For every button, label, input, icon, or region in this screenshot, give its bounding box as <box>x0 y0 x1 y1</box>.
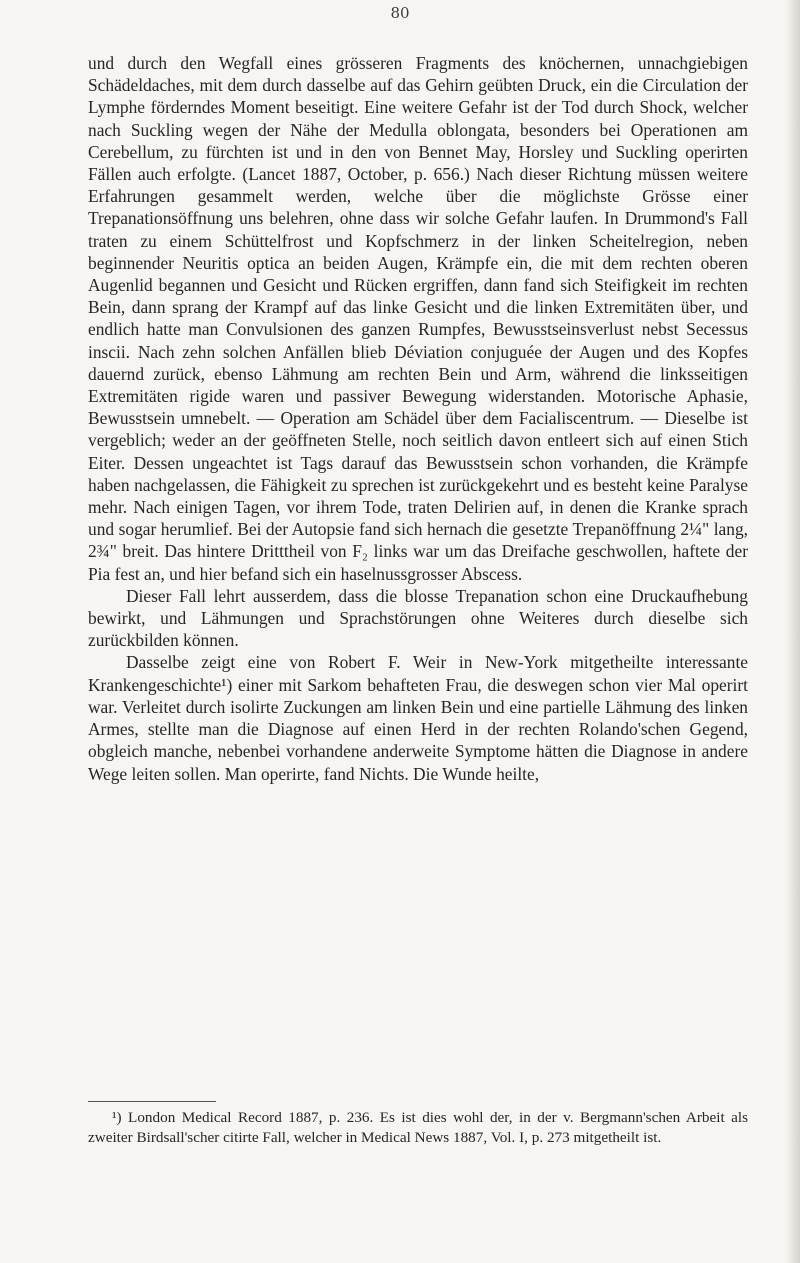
body-text <box>88 52 748 785</box>
footnote-divider <box>88 1101 216 1102</box>
page-number: 80 <box>390 4 410 22</box>
footnote-1: ¹) London Medical Record 1887, p. 236. Es ist dies wohl der, in der v. Bergmann'schen Arbeit als zweiter Birdsall'scher citirte Fall, welcher in Medical News 1887, Vol. I, p. 273 mitgetheilt ist. <box>88 1109 748 1146</box>
paragraph-drummond-case: und durch den Wegfall eines grösseren Fragments des knöchernen, unnachgiebigen Schädeldaches, mit dem durch dasselbe auf das Gehirn geübten Druck, ein die Circulation der Lymphe förderndes Moment beseitigt. Eine weitere Gefahr ist der Tod durch Shock, welcher nach Suckling wegen der Nähe der Medulla oblongata, besonders bei Operationen am Cerebellum, zu fürchten ist und in den von Bennet May, Horsley und Suckling operirten Fällen auch erfolgte. (Lancet 1887, October, p. 656.) Nach dieser Richtung müssen weitere Erfahrungen gesammelt werden, welche über die möglichste Grösse einer Trepanationsöffnung uns belehren, ohne dass wir solche Gefahr laufen. In Drummond's Fall traten zu einem Schüttelfrost und Kopfschmerz in der linken Scheitelregion, neben beginnender Neuritis optica an beiden Augen, Krämpfe ein, die mit dem rechten oberen Augenlid begannen und Gesicht und Rücken ergriffen, dann fand sich Steifigkeit im rechten Bein, dann sprang der Krampf auf das linke Gesicht und die linken Extremitäten über, und endlich hatte man Convulsionen des ganzen Rumpfes, Bewusstseinsverlust nebst Secessus inscii. Nach zehn solchen Anfällen blieb Déviation conjuguée der Augen und des Kopfes dauernd zurück, ebenso Lähmung am rechten Bein und Arm, während die linksseitigen Extremitäten rigide waren und passiver Bewegung widerstanden. Motorische Aphasie, Bewusstsein umnebelt. — Operation am Schädel über dem Facialiscentrum. — Dieselbe ist vergeblich; weder an der geöffneten Stelle, noch seitlich davon entleert sich auf einen Stich Eiter. Dessen ungeachtet ist Tags darauf das Bewusstsein schon vorhanden, die Krämpfe haben nachgelassen, die Fähigkeit zu sprechen ist zurückgekehrt und es besteht keine Paralyse mehr. Nach einigen Tagen, vor ihrem Tode, traten Delirien auf, in denen die Kranke sprach und sogar herumlief. Bei der Autopsie fand sich hernach die gesetzte Trepanöffnung 2¼" lang, 2¾" breit. Das hintere Dritttheil von F₂ links war um das Dreifache geschwollen, haftete der Pia fest an, und hier befand sich ein haselnussgrosser Abscess. <box>88 53 748 584</box>
paragraph-trepanation-lesson: Dieser Fall lehrt ausserdem, dass die blosse Trepanation schon eine Druckaufhebung bewirkt, und Lähmungen und Sprachstörungen ohne Weiteres durch dieselbe sich zurückbilden können. <box>88 585 748 651</box>
page-edge-shadow <box>786 0 800 1263</box>
paragraph-weir-case: Dasselbe zeigt eine von Robert F. Weir in New-York mitgetheilte interessante Krankengeschichte¹) einer mit Sarkom behafteten Frau, die deswegen schon vier Mal operirt war. Verleitet durch isolirte Zuckungen am linken Bein und eine partielle Lähmung des linken Armes, stellte man die Diagnose auf einen Herd in der rechten Rolando'schen Gegend, obgleich manche, nebenbei vorhandene anderweite Symptome hätten die Diagnose in andere Wege leiten sollen. Man operirte, fand Nichts. Die Wunde heilte, <box>88 652 748 784</box>
footnotes <box>88 1108 748 1147</box>
